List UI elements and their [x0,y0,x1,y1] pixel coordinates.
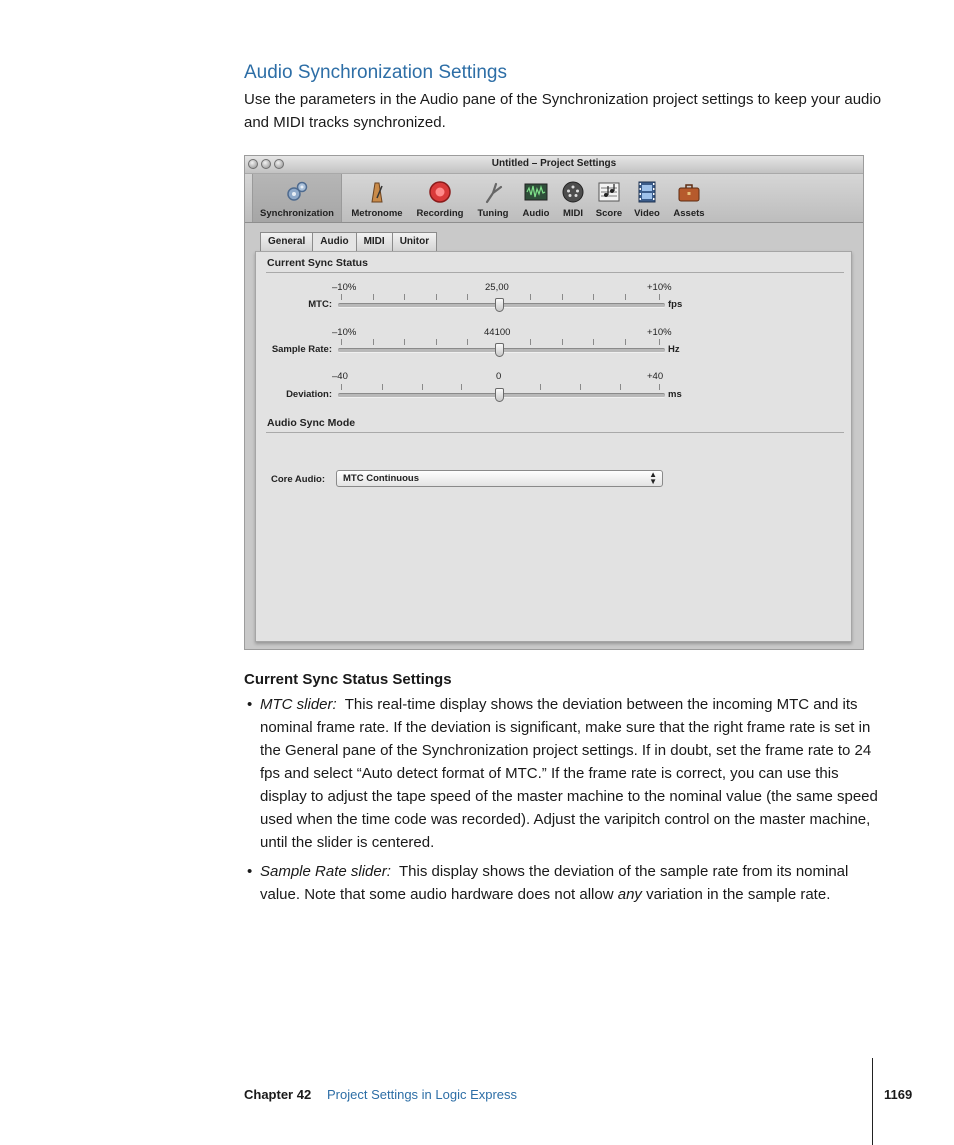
bullet-term: Sample Rate slider: [260,863,391,880]
tick-mark [436,339,437,345]
subsection-title: Current Sync Status Settings [244,671,452,688]
deviation-slider-thumb[interactable] [495,388,504,402]
sample-rate-unit: Hz [668,344,680,355]
tab-audio[interactable]: Audio [312,232,355,252]
tick-mark [620,384,621,390]
tuning-fork-icon [481,180,505,204]
toolbar-metronome[interactable]: Metronome [345,174,409,222]
tick-mark [530,294,531,300]
deviation-mid-label: 0 [496,371,502,382]
mtc-label: MTC: [308,299,332,310]
sample-rate-mid-label: 44100 [484,327,511,338]
list-item [244,860,884,906]
title-bar [245,156,863,174]
sample-rate-min-label: –10% [332,327,357,338]
tick-mark [540,384,541,390]
list-item [244,693,884,854]
tick-mark [341,384,342,390]
tick-mark [625,339,626,345]
film-icon [635,180,659,204]
toolbar-score[interactable]: Score [591,174,627,222]
bullet-list [244,693,884,912]
bullet-text: This display shows the deviation of the sample rate from its nominal value. Note that some audio hardware does not allow [260,863,849,903]
tick-mark [467,294,468,300]
tick-mark [422,384,423,390]
tick-mark [562,294,563,300]
tick-mark [341,339,342,345]
settings-content [245,223,863,650]
deviation-label: Deviation: [286,389,332,400]
tick-mark [436,294,437,300]
bullet-term: MTC slider: [260,696,337,713]
toolbar-video[interactable]: Video [629,174,665,222]
bullet-text: This real-time display shows the deviation between the incoming MTC and its nominal frame rate. If the deviation is significant, make sure that the right frame rate is set in the General pane of the Synchronization project settings. If in doubt, set the frame rate to 24 fps and select “Auto detect format of MTC.” If the frame rate is correct, you can use this display to adjust the tape speed of the master machine to the nominal value (the same speed used when the time code was recorded). Adjust the varipitch control on the master machine, until the slider is centered. [260,696,878,851]
tick-mark [373,294,374,300]
tab-general[interactable]: General [260,232,312,252]
bullet-emphasis: any [617,886,642,903]
toolbar-synchronization[interactable]: Synchronization [252,174,342,222]
tick-mark [593,294,594,300]
current-sync-status-title: Current Sync Status [267,257,368,269]
tick-mark [625,294,626,300]
footer-chapter-title[interactable]: Project Settings in Logic Express [327,1087,518,1102]
tick-mark [341,294,342,300]
deviation-min-label: –40 [332,371,348,382]
tick-mark [530,339,531,345]
sample-rate-max-label: +10% [647,327,672,338]
tick-mark [659,294,660,300]
waveform-icon [524,180,548,204]
tick-mark [659,339,660,345]
mtc-mid-label: 25,00 [485,282,509,293]
toolbar-tuning[interactable]: Tuning [471,174,515,222]
audio-sync-mode-title: Audio Sync Mode [267,417,356,429]
bullet-icon: • [247,863,253,880]
tick-mark [404,294,405,300]
intro-paragraph: Use the parameters in the Audio pane of the Synchronization project settings to keep your audio and MIDI tracks synchronized. [244,91,882,131]
footer-chapter: Chapter 42 [244,1087,312,1102]
tab-bar [260,232,437,252]
tick-mark [593,339,594,345]
tick-mark [373,339,374,345]
page-number: 1169 [884,1087,913,1102]
project-settings-window [244,155,864,650]
bullet-text: variation in the sample rate. [646,886,831,903]
tab-unitor[interactable]: Unitor [392,232,437,252]
mtc-min-label: –10% [332,282,357,293]
footer-divider [872,1058,873,1145]
window-title: Untitled – Project Settings [491,158,617,169]
score-icon [597,180,621,204]
toolbar-midi[interactable]: MIDI [557,174,589,222]
divider [266,432,844,433]
core-audio-select[interactable] [336,470,663,487]
metronome-icon [365,180,389,204]
core-audio-value: MTC Continuous [343,473,419,484]
mtc-unit: fps [668,299,683,310]
settings-toolbar [245,174,863,223]
tick-mark [461,384,462,390]
gears-icon [285,180,309,204]
record-icon [428,180,452,204]
toolbar-audio[interactable]: Audio [517,174,555,222]
mtc-slider-thumb[interactable] [495,298,504,312]
toolbar-assets[interactable]: Assets [667,174,711,222]
deviation-max-label: +40 [647,371,664,382]
tick-mark [562,339,563,345]
deviation-unit: ms [668,389,682,400]
sample-rate-label: Sample Rate: [271,344,332,355]
section-title: Audio Synchronization Settings [244,62,507,83]
bullet-icon: • [247,696,253,713]
briefcase-icon [677,180,701,204]
tick-mark [467,339,468,345]
up-down-arrows-icon: ▲ ▼ [649,470,657,486]
tick-mark [659,384,660,390]
midi-port-icon [561,180,585,204]
divider [266,272,844,273]
core-audio-label: Core Audio: [271,474,326,485]
mtc-max-label: +10% [647,282,672,293]
audio-pane [255,251,852,642]
tab-midi[interactable]: MIDI [356,232,392,252]
tick-mark [404,339,405,345]
toolbar-recording[interactable]: Recording [411,174,469,222]
sample-rate-slider-thumb[interactable] [495,343,504,357]
tick-mark [580,384,581,390]
tick-mark [382,384,383,390]
